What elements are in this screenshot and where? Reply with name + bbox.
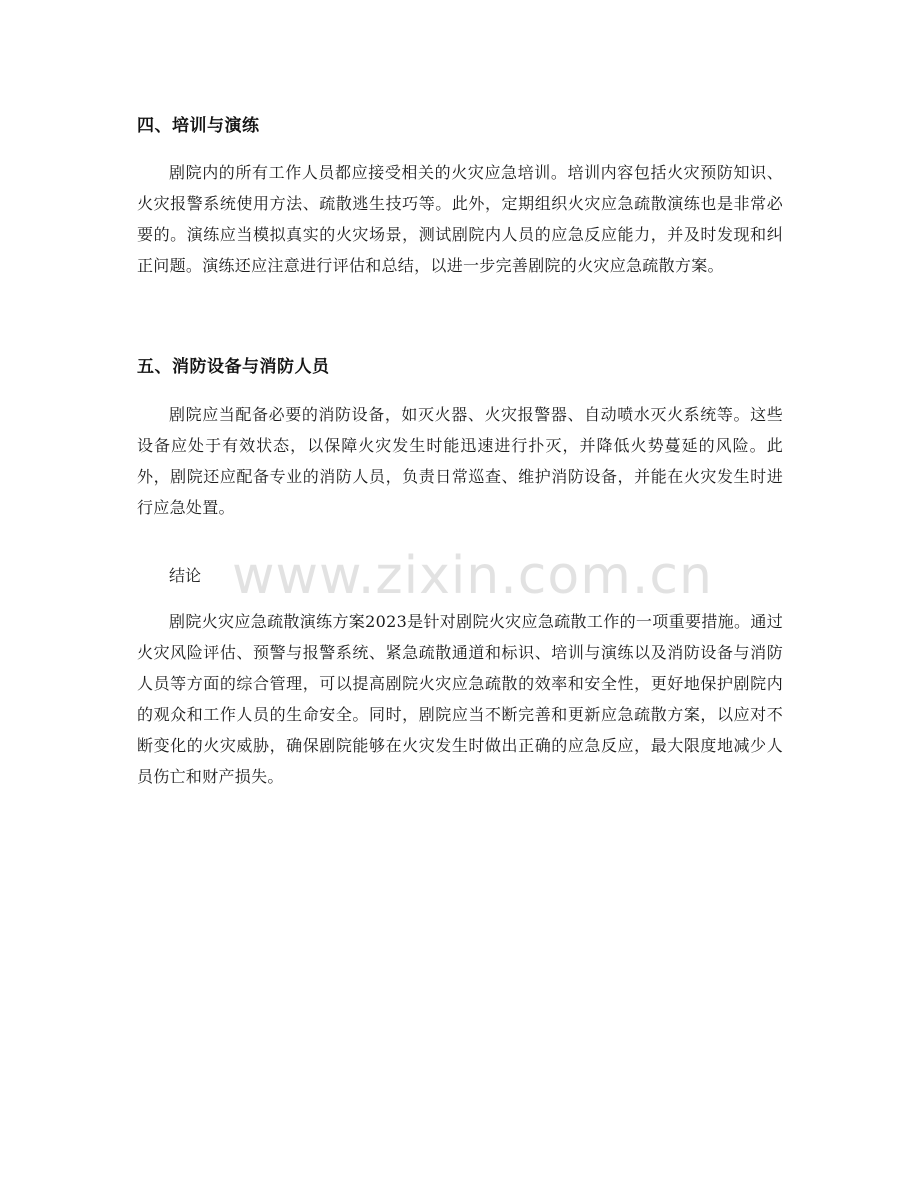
conclusion-label: 结论 (169, 566, 202, 585)
section-heading-training: 四、培训与演练 (137, 116, 260, 136)
section-heading-equipment: 五、消防设备与消防人员 (137, 357, 330, 377)
watermark: www.zixin.com.cn (232, 546, 713, 606)
conclusion-paragraph: 剧院火灾应急疏散演练方案2023是针对剧院火灾应急疏散工作的一项重要措施。通过火灾风险评估、预警与报警系统、紧急疏散通道和标识、培训与演练以及消防设备与消防人员等方面的综合管理，可以提高剧院火灾应急疏散的效率和安全性，更好地保护剧院内的观众和工作人员的生命安全。同时，剧院应当不断完善和更新应急疏散方案，以应对不断变化的火灾威胁，确保剧院能够在火灾发生时做出正确的应急反应，最大限度地减少人员伤亡和财产损失。 (137, 612, 783, 786)
section-paragraph-equipment: 剧院应当配备必要的消防设备，如灭火器、火灾报警器、自动喷水灭火系统等。这些设备应处于有效状态，以保障火灾发生时能迅速进行扑灭，并降低火势蔓延的风险。此外，剧院还应配备专业的消防人员，负责日常巡查、维护消防设备，并能在火灾发生时进行应急处置。 (137, 405, 783, 517)
section-paragraph-training: 剧院内的所有工作人员都应接受相关的火灾应急培训。培训内容包括火灾预防知识、火灾报警系统使用方法、疏散逃生技巧等。此外，定期组织火灾应急疏散演练也是非常必要的。演练应当模拟真实的火灾场景，测试剧院内人员的应急反应能力，并及时发现和纠正问题。演练还应注意进行评估和总结，以进一步完善剧院的火灾应急疏散方案。 (137, 163, 783, 275)
